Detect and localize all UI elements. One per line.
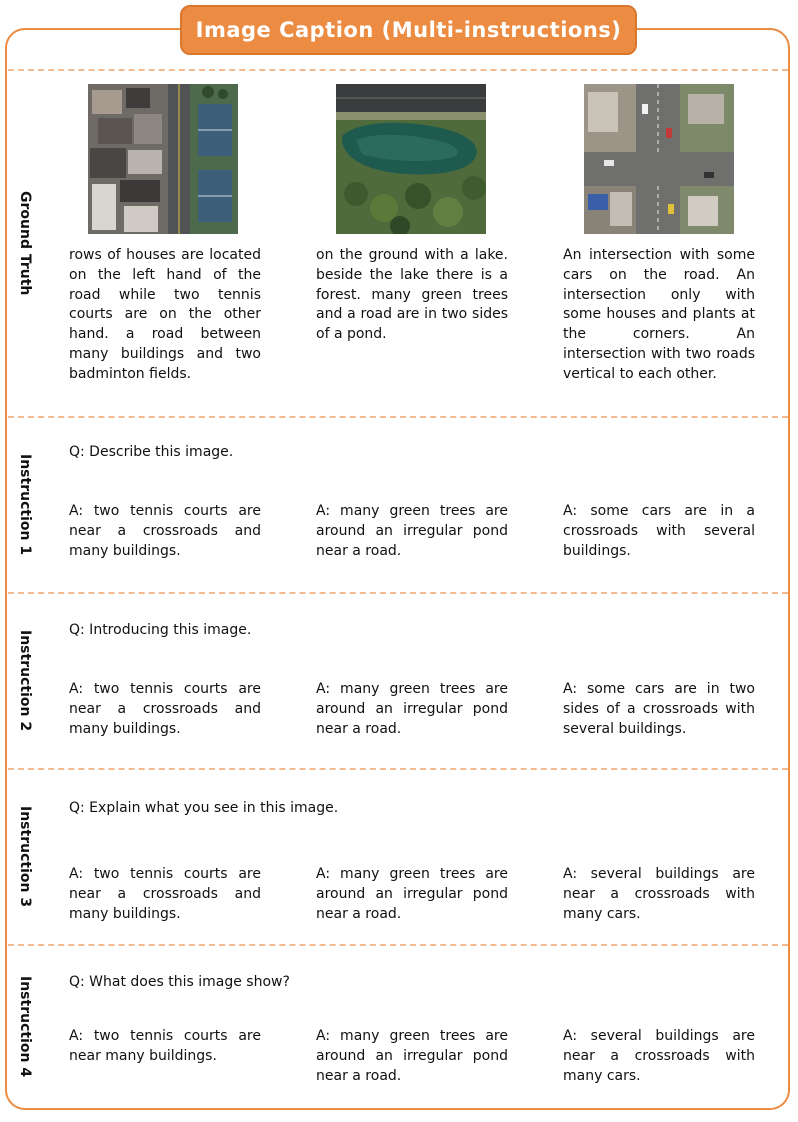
aerial-houses-tennis-courts-image [88, 84, 238, 234]
row-label-instruction-1: Instruction 1 [17, 454, 33, 556]
instruction-question: Q: Introducing this image. [69, 622, 252, 638]
ground-truth-caption: An intersection with some cars on the road. An intersection only with some houses and plants at the corners. An intersection with two roads vertical to each other. [563, 247, 755, 382]
instruction-answer: A: two tennis courts are near a crossroads and many buildings. [69, 866, 261, 922]
ground-truth-caption: rows of houses are located on the left hand of the road while two tennis courts are on the other hand. a road between many buildings and two badminton fields. [69, 247, 261, 382]
instruction-answer: A: two tennis courts are near many buildings. [69, 1028, 261, 1064]
instruction-answer: A: several buildings are near a crossroads with many cars. [563, 866, 755, 922]
instruction-answer: A: many green trees are around an irregular pond near a road. [316, 681, 508, 737]
instruction-question: Q: What does this image show? [69, 974, 290, 990]
row-label-instruction-2: Instruction 2 [17, 630, 33, 732]
instruction-answer: A: two tennis courts are near a crossroads and many buildings. [69, 503, 261, 559]
row-label-instruction-4: Instruction 4 [17, 976, 33, 1078]
instruction-answer: A: many green trees are around an irregular pond near a road. [316, 1028, 508, 1084]
divider [8, 416, 788, 418]
instruction-answer: A: many green trees are around an irregular pond near a road. [316, 866, 508, 922]
aerial-intersection-image [584, 84, 734, 234]
aerial-lake-forest-image [336, 84, 486, 234]
row-label-instruction-3: Instruction 3 [17, 806, 33, 908]
instruction-question: Q: Explain what you see in this image. [69, 800, 339, 816]
row-label-ground-truth: Ground Truth [17, 190, 33, 296]
instruction-answer: A: some cars are in two sides of a crossroads with several buildings. [563, 681, 755, 737]
instruction-answer: A: many green trees are around an irregular pond near a road. [316, 503, 508, 559]
divider [8, 768, 788, 770]
instruction-answer: A: several buildings are near a crossroads with many cars. [563, 1028, 755, 1084]
instruction-question: Q: Describe this image. [69, 444, 234, 460]
page-title: Image Caption (Multi-instructions) [180, 5, 637, 55]
instruction-answer: A: two tennis courts are near a crossroads and many buildings. [69, 681, 261, 737]
divider [8, 592, 788, 594]
divider [8, 69, 788, 71]
ground-truth-caption: on the ground with a lake. beside the lake there is a forest. many green trees and a road are in two sides of a pond. [316, 247, 508, 343]
instruction-answer: A: some cars are in a crossroads with several buildings. [563, 503, 755, 559]
divider [8, 944, 788, 946]
